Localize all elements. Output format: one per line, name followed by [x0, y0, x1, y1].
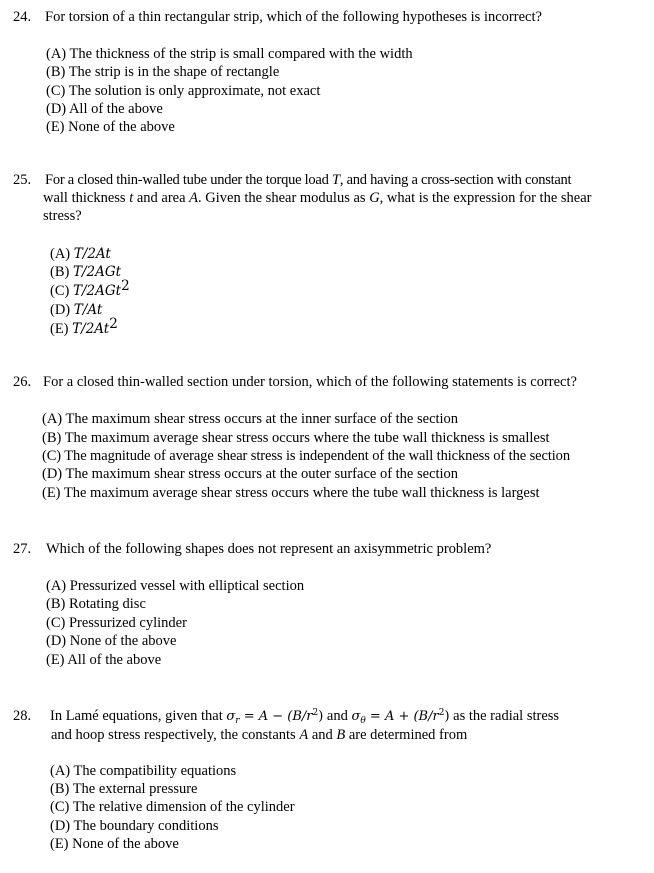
option-b: (B) Rotating disc [46, 596, 146, 612]
option-e: (E) The maximum average shear stress occurs where the tube wall thickness is largest [42, 485, 540, 501]
question-stem: For a closed thin-walled section under torsion, which of the following statements is correct? [43, 374, 577, 390]
question-stem: Which of the following shapes does not represent an axisymmetric problem? [46, 541, 492, 557]
option-e: (E) None of the above [50, 836, 179, 852]
option-d: (D) T/At [50, 302, 103, 318]
question-stem: For torsion of a thin rectangular strip, which of the following hypotheses is incorrect? [45, 9, 542, 25]
option-b: (B) The strip is in the shape of rectangle [46, 64, 280, 80]
option-a: (A) The compatibility equations [50, 763, 237, 779]
question-stem-line-1: In Lamé equations, given that $\sigma_r = A - (B/r^2)$ and $\sigma_\theta = A + (B/r^2)$ as the radial stress [50, 708, 560, 726]
lame-equations: $\sigma_r = A - (B/r^2)$ [226, 708, 324, 726]
option-b: (B) The maximum average shear stress occurs where the tube wall thickness is smallest [42, 430, 550, 446]
option-b: (B) T/2AGt [50, 264, 122, 280]
option-c: (C) The solution is only approximate, not exact [46, 83, 321, 99]
option-e: (E) All of the above [46, 652, 162, 668]
option-a: (A) The thickness of the strip is small compared with the width [46, 46, 413, 62]
option-e: (E) T/2At$^2$ [50, 316, 118, 337]
option-e: (E) None of the above [46, 119, 175, 135]
option-d: (D) The boundary conditions [50, 818, 219, 834]
option-b: (B) The external pressure [50, 781, 198, 797]
option-d: (D) The maximum shear stress occurs at the outer surface of the section [42, 466, 459, 482]
question-stem-line-2: wall thickness t and area A. Given the shear modulus as G, what is the expression for the shear [43, 190, 592, 206]
option-c: (C) T/2AGt$^2$ [50, 278, 130, 299]
option-a: (A) Pressurized vessel with elliptical section [46, 578, 305, 594]
question-number: 27. [13, 541, 32, 557]
option-a: (A) T/2At [50, 246, 111, 262]
question-stem-line-3: stress? [43, 208, 82, 224]
option-c: (C) The magnitude of average shear stress is independent of the wall thickness of the section [42, 448, 570, 464]
question-number: 25. [13, 172, 32, 188]
question-stem-line-1: For a closed thin-walled tube under the torque load T, and having a cross-section with constant [45, 172, 572, 188]
question-number: 26. [13, 374, 32, 390]
question-number: 28. [13, 708, 32, 724]
option-d: (D) All of the above [46, 101, 163, 117]
question-number: 24. [13, 9, 32, 25]
option-a: (A) The maximum shear stress occurs at the inner surface of the section [42, 411, 459, 427]
question-stem-line-2: and hoop stress respectively, the constants A and B are determined from [51, 727, 468, 743]
option-c: (C) Pressurized cylinder [46, 615, 187, 631]
option-c: (C) The relative dimension of the cylinder [50, 799, 295, 815]
option-d: (D) None of the above [46, 633, 177, 649]
